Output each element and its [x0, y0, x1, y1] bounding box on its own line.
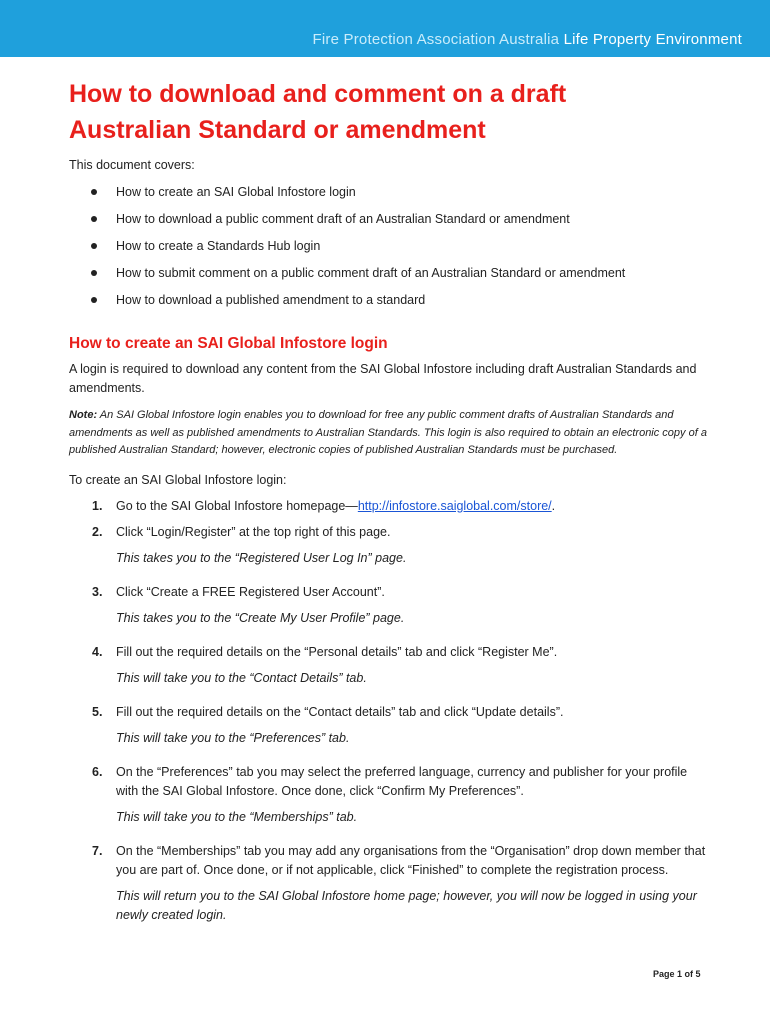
org-tagline: Life Property Environment	[563, 31, 742, 48]
step-item	[69, 842, 709, 925]
step-number: 3.	[92, 584, 103, 599]
note-paragraph	[69, 407, 709, 460]
section-heading: How to create an SAI Global Infostore login	[69, 335, 388, 352]
document-title	[69, 76, 709, 148]
document-body	[69, 76, 709, 925]
steps-list	[69, 497, 709, 925]
step-result: This takes you to the “Create My User Profile” page.	[116, 610, 405, 625]
step-number: 7.	[92, 843, 103, 858]
step-text: On the “Memberships” tab you may add any organisations from the “Organisation” drop down member that you are part of. Once done, or if not applicable, click “Finished” to complete the registration process.	[116, 843, 706, 877]
step-item	[69, 523, 709, 568]
step-text-end: .	[551, 498, 556, 513]
step-number: 6.	[92, 764, 103, 779]
step-result: This will return you to the SAI Global Infostore home page; however, you will now be logged in using your newly created login.	[116, 888, 697, 922]
list-item: How to download a public comment draft of an Australian Standard or amendment	[69, 210, 709, 237]
banner-text	[313, 31, 742, 48]
note-text: An SAI Global Infostore login enables you to download for free any public comment drafts of Australian Standards and amendments as well as published amendments to Australian Standards. This login is also required to obtain an electronic copy of a published Australian Standard; however, electronic copies of published Australian Standards must be purchased.	[69, 409, 707, 456]
step-item	[69, 703, 709, 748]
step-text: Fill out the required details on the “Personal details” tab and click “Register Me”.	[116, 644, 558, 659]
list-item: How to create a Standards Hub login	[69, 237, 709, 264]
step-item	[69, 583, 709, 628]
list-item: How to download a published amendment to a standard	[69, 291, 709, 318]
covers-list	[69, 183, 709, 318]
page-number: Page 1 of 5	[653, 969, 701, 979]
steps-intro: To create an SAI Global Infostore login:	[69, 472, 287, 487]
step-text: Click “Create a FREE Registered User Account”.	[116, 584, 385, 599]
step-text: On the “Preferences” tab you may select the preferred language, currency and publisher for your profile with the SAI Global Infostore. Once done, click “Confirm My Preferences”.	[116, 764, 688, 798]
step-result: This takes you to the “Registered User Log In” page.	[116, 550, 407, 565]
list-item: How to submit comment on a public comment draft of an Australian Standard or amendment	[69, 264, 709, 291]
note-label: Note:	[69, 409, 98, 421]
step-item	[69, 497, 709, 516]
title-line-2: Australian Standard or amendment	[69, 116, 486, 144]
step-result: This will take you to the “Preferences” tab.	[116, 730, 350, 745]
step-text: Fill out the required details on the “Contact details” tab and click “Update details”.	[116, 704, 564, 719]
org-name: Fire Protection Association Australia	[312, 31, 560, 48]
step-number: 4.	[92, 644, 103, 659]
step-text: Click “Login/Register” at the top right of this page.	[116, 524, 391, 539]
list-item: How to create an SAI Global Infostore login	[69, 183, 709, 210]
header-banner	[0, 0, 770, 57]
step-text: Go to the SAI Global Infostore homepage—	[116, 498, 358, 513]
step-item	[69, 643, 709, 688]
intro-text: This document covers:	[69, 158, 195, 172]
step-number: 1.	[92, 498, 103, 513]
section-paragraph: A login is required to download any content from the SAI Global Infostore including draft Australian Standards and amendments.	[69, 362, 697, 395]
step-item	[69, 763, 709, 827]
infostore-link[interactable]: http://infostore.saiglobal.com/store/	[357, 498, 552, 513]
title-line-1: How to download and comment on a draft	[69, 80, 567, 108]
step-result: This will take you to the “Contact Details” tab.	[116, 670, 367, 685]
step-result: This will take you to the “Memberships” tab.	[116, 809, 358, 824]
step-number: 5.	[92, 704, 103, 719]
step-number: 2.	[92, 524, 103, 539]
